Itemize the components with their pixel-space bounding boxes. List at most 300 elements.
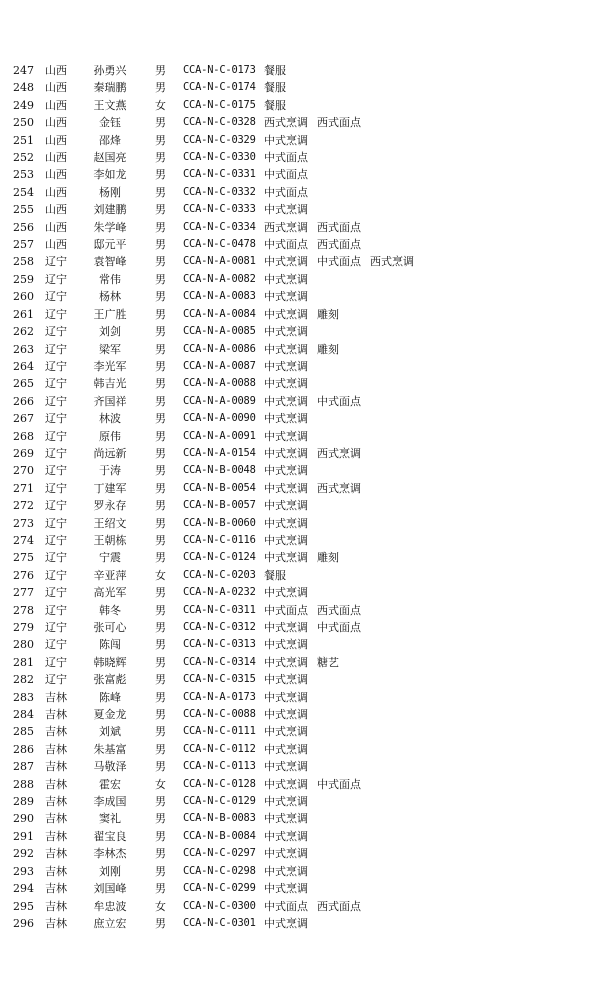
row-name: 王文燕 [93,98,127,112]
row-name: 霍宏 [99,777,121,791]
row-specialty: 中式烹调 [264,342,308,356]
row-specialty: 中式烹调 [264,847,308,861]
row-name: 朱学峰 [93,220,127,234]
row-province: 辽宁 [45,481,67,495]
row-certificate-code: CCA-N-C-0328 [183,116,256,129]
row-number: 295 [13,899,34,913]
row-certificate-code: CCA-N-A-0086 [183,342,256,355]
row-sex: 男 [155,203,166,217]
row-name: 秦瑞鹏 [93,81,127,95]
row-specialty: 中式烹调 [264,533,308,547]
row-sex: 男 [155,255,166,269]
row-number: 288 [13,777,34,791]
row-province: 山西 [45,203,67,217]
row-number: 253 [13,168,34,182]
table-row [0,793,600,810]
row-specialty: 糖艺 [317,655,339,669]
row-specialty: 中式面点 [264,899,308,913]
row-name: 林波 [99,412,121,426]
row-sex: 男 [155,412,166,426]
row-number: 272 [13,499,34,513]
row-specialty: 中式面点 [264,238,308,252]
row-province: 辽宁 [45,586,67,600]
row-sex: 男 [155,812,166,826]
row-province: 辽宁 [45,673,67,687]
row-certificate-code: CCA-N-A-0083 [183,290,256,303]
row-sex: 女 [155,568,166,582]
row-number: 251 [13,133,34,147]
row-sex: 男 [155,916,166,930]
row-name: 刘剑 [99,325,121,339]
row-sex: 男 [155,446,166,460]
row-sex: 男 [155,464,166,478]
table-row [0,567,600,584]
row-province: 山西 [45,81,67,95]
row-certificate-code: CCA-N-C-0314 [183,655,256,668]
row-specialty: 西式烹调 [317,446,361,460]
row-specialty: 中式烹调 [264,690,308,704]
row-specialty: 中式面点 [317,255,361,269]
row-specialty: 西式面点 [317,220,361,234]
row-certificate-code: CCA-N-B-0057 [183,499,256,512]
table-row [0,288,600,305]
table-row [0,880,600,897]
row-sex: 男 [155,81,166,95]
row-specialty: 中式烹调 [264,586,308,600]
row-number: 273 [13,516,34,530]
table-row [0,323,600,340]
row-specialty: 西式烹调 [264,220,308,234]
row-number: 275 [13,551,34,565]
row-specialty: 中式面点 [264,168,308,182]
row-name: 刘刚 [99,864,121,878]
row-specialty: 中式烹调 [264,777,308,791]
row-sex: 男 [155,760,166,774]
table-row [0,689,600,706]
row-province: 山西 [45,185,67,199]
row-sex: 男 [155,429,166,443]
row-number: 258 [13,255,34,269]
row-province: 辽宁 [45,394,67,408]
row-province: 辽宁 [45,499,67,513]
table-row [0,62,600,79]
row-sex: 男 [155,673,166,687]
row-specialty: 中式烹调 [264,638,308,652]
row-certificate-code: CCA-N-C-0332 [183,185,256,198]
row-province: 辽宁 [45,655,67,669]
row-name: 邸元平 [93,238,127,252]
row-name: 原伟 [99,429,121,443]
row-sex: 男 [155,882,166,896]
row-specialty: 中式烹调 [264,429,308,443]
row-specialty: 雕刻 [317,342,339,356]
row-province: 辽宁 [45,272,67,286]
row-province: 辽宁 [45,377,67,391]
row-number: 289 [13,795,34,809]
row-certificate-code: CCA-N-C-0311 [183,603,256,616]
row-specialty: 中式烹调 [264,359,308,373]
row-sex: 男 [155,220,166,234]
table-row [0,584,600,601]
roster-table [0,62,600,932]
row-number: 276 [13,568,34,582]
table-row [0,462,600,479]
row-sex: 男 [155,864,166,878]
table-row [0,219,600,236]
row-province: 辽宁 [45,290,67,304]
row-province: 吉林 [45,829,67,843]
row-specialty: 雕刻 [317,551,339,565]
row-specialty: 中式面点 [317,394,361,408]
row-specialty: 中式烹调 [264,742,308,756]
table-row [0,723,600,740]
row-name: 杨林 [99,290,121,304]
row-sex: 男 [155,603,166,617]
row-number: 249 [13,98,34,112]
row-certificate-code: CCA-N-A-0088 [183,377,256,390]
table-row [0,236,600,253]
row-province: 辽宁 [45,325,67,339]
row-specialty: 西式面点 [317,238,361,252]
row-number: 267 [13,412,34,426]
row-number: 270 [13,464,34,478]
row-specialty: 中式烹调 [264,551,308,565]
row-sex: 男 [155,847,166,861]
row-name: 李林杰 [93,847,127,861]
table-row [0,619,600,636]
row-name: 邵烽 [99,133,121,147]
row-number: 292 [13,847,34,861]
row-name: 金钰 [99,116,121,130]
row-sex: 男 [155,116,166,130]
row-specialty: 中式烹调 [264,272,308,286]
row-province: 吉林 [45,742,67,756]
row-specialty: 西式烹调 [370,255,414,269]
row-province: 山西 [45,133,67,147]
row-province: 吉林 [45,708,67,722]
row-certificate-code: CCA-N-C-0300 [183,899,256,912]
row-name: 牟忠波 [93,899,127,913]
row-certificate-code: CCA-N-C-0312 [183,621,256,633]
row-number: 290 [13,812,34,826]
row-province: 吉林 [45,760,67,774]
row-number: 286 [13,742,34,756]
row-specialty: 餐服 [264,98,286,112]
row-sex: 男 [155,272,166,286]
table-row [0,97,600,114]
row-certificate-code: CCA-N-A-0154 [183,446,256,459]
row-specialty: 中式面点 [264,603,308,617]
row-province: 辽宁 [45,533,67,547]
row-certificate-code: CCA-N-B-0083 [183,812,256,825]
row-province: 山西 [45,151,67,165]
row-certificate-code: CCA-N-A-0085 [183,325,256,338]
table-row [0,358,600,375]
row-name: 张可心 [93,621,127,634]
row-name: 赵国亮 [93,151,127,165]
row-sex: 男 [155,238,166,252]
row-name: 宁震 [99,551,121,565]
row-specialty: 中式面点 [264,151,308,165]
table-row [0,497,600,514]
row-number: 256 [13,220,34,234]
row-province: 吉林 [45,916,67,930]
row-name: 王绍文 [93,516,127,530]
row-number: 274 [13,533,34,547]
row-sex: 男 [155,708,166,722]
row-name: 夏金龙 [93,708,127,722]
row-sex: 男 [155,325,166,339]
row-certificate-code: CCA-N-A-0087 [183,359,256,372]
row-name: 于涛 [99,464,121,478]
row-name: 陈峰 [99,690,121,704]
row-sex: 男 [155,690,166,704]
table-row [0,758,600,775]
row-certificate-code: CCA-N-C-0129 [183,795,256,808]
row-specialty: 中式烹调 [264,760,308,774]
row-number: 283 [13,690,34,704]
row-number: 287 [13,760,34,774]
row-certificate-code: CCA-N-A-0084 [183,307,256,320]
row-certificate-code: CCA-N-C-0088 [183,708,256,721]
row-name: 刘国峰 [93,882,127,896]
row-province: 辽宁 [45,446,67,460]
table-row [0,341,600,358]
row-name: 陈闯 [99,638,121,652]
row-specialty: 中式烹调 [264,812,308,826]
row-name: 袁智峰 [93,255,127,269]
row-sex: 男 [155,725,166,739]
row-province: 吉林 [45,899,67,913]
row-number: 279 [13,621,34,634]
table-row [0,863,600,880]
table-row [0,671,600,688]
table-row [0,915,600,932]
row-province: 吉林 [45,847,67,861]
row-name: 韩晓辉 [93,655,127,669]
row-specialty: 中式烹调 [264,481,308,495]
table-row [0,480,600,497]
row-specialty: 餐服 [264,81,286,95]
row-province: 辽宁 [45,307,67,321]
row-specialty: 中式烹调 [264,516,308,530]
row-province: 山西 [45,98,67,112]
row-specialty: 西式面点 [317,899,361,913]
row-specialty: 中式烹调 [264,325,308,339]
row-specialty: 西式烹调 [317,481,361,495]
row-specialty: 中式烹调 [264,133,308,147]
row-specialty: 中式烹调 [264,307,308,321]
row-certificate-code: CCA-N-C-0334 [183,220,256,233]
row-name: 张富彪 [93,673,127,687]
row-sex: 女 [155,899,166,913]
row-specialty: 中式烹调 [264,203,308,217]
row-specialty: 中式烹调 [264,464,308,478]
row-number: 271 [13,481,34,495]
row-number: 278 [13,603,34,617]
row-certificate-code: CCA-N-C-0298 [183,864,256,877]
row-certificate-code: CCA-N-C-0113 [183,760,256,773]
row-number: 259 [13,272,34,286]
row-number: 255 [13,203,34,217]
row-specialty: 中式烹调 [264,446,308,460]
table-row [0,515,600,532]
row-province: 山西 [45,64,67,77]
row-name: 韩冬 [99,603,121,617]
table-row [0,253,600,270]
row-sex: 男 [155,742,166,756]
row-province: 山西 [45,116,67,130]
table-row [0,776,600,793]
row-specialty: 中式烹调 [264,621,308,634]
row-specialty: 中式烹调 [264,255,308,269]
table-row [0,898,600,915]
row-province: 山西 [45,168,67,182]
row-name: 杨刚 [99,185,121,199]
row-certificate-code: CCA-N-C-0301 [183,916,256,929]
table-row [0,184,600,201]
row-certificate-code: CCA-N-C-0116 [183,533,256,546]
row-province: 辽宁 [45,603,67,617]
row-province: 吉林 [45,795,67,809]
row-number: 284 [13,708,34,722]
row-certificate-code: CCA-N-B-0048 [183,464,256,477]
row-sex: 男 [155,829,166,843]
row-number: 247 [13,64,34,77]
row-name: 齐国祥 [93,394,127,408]
row-sex: 男 [155,64,166,77]
row-specialty: 餐服 [264,568,286,582]
row-province: 吉林 [45,725,67,739]
table-row [0,741,600,758]
row-number: 261 [13,307,34,321]
row-name: 刘建鹏 [93,203,127,217]
row-certificate-code: CCA-N-C-0299 [183,882,256,895]
row-province: 吉林 [45,812,67,826]
row-specialty: 中式烹调 [264,882,308,896]
row-certificate-code: CCA-N-C-0112 [183,742,256,755]
row-number: 248 [13,81,34,95]
row-sex: 男 [155,377,166,391]
row-number: 257 [13,238,34,252]
row-sex: 男 [155,185,166,199]
table-row [0,375,600,392]
row-certificate-code: CCA-N-C-0330 [183,151,256,164]
row-number: 265 [13,377,34,391]
row-number: 262 [13,325,34,339]
row-certificate-code: CCA-N-C-0297 [183,847,256,860]
table-row [0,114,600,131]
row-specialty: 中式烹调 [264,673,308,687]
row-name: 常伟 [99,272,121,286]
row-sex: 男 [155,290,166,304]
row-province: 吉林 [45,882,67,896]
row-specialty: 中式烹调 [264,412,308,426]
table-row [0,445,600,462]
row-certificate-code: CCA-N-C-0329 [183,133,256,146]
row-name: 尚远新 [93,446,127,460]
table-row [0,166,600,183]
table-row [0,810,600,827]
row-name: 李如龙 [93,168,127,182]
row-sex: 男 [155,551,166,565]
row-name: 李光军 [93,359,127,373]
row-sex: 男 [155,342,166,356]
row-name: 刘斌 [99,725,121,739]
row-certificate-code: CCA-N-A-0090 [183,412,256,425]
row-specialty: 中式烹调 [264,290,308,304]
row-sex: 男 [155,586,166,600]
row-certificate-code: CCA-N-C-0173 [183,64,256,76]
row-number: 252 [13,151,34,165]
row-specialty: 西式面点 [317,116,361,130]
row-number: 280 [13,638,34,652]
table-row [0,79,600,96]
row-province: 辽宁 [45,516,67,530]
row-name: 高光军 [93,586,127,600]
row-name: 罗永存 [93,499,127,513]
row-certificate-code: CCA-N-C-0174 [183,81,256,94]
row-certificate-code: CCA-N-B-0060 [183,516,256,529]
row-specialty: 中式烹调 [264,916,308,930]
row-specialty: 中式面点 [264,185,308,199]
row-sex: 男 [155,516,166,530]
row-specialty: 餐服 [264,64,286,77]
row-province: 辽宁 [45,255,67,269]
row-number: 254 [13,185,34,199]
row-certificate-code: CCA-N-C-0128 [183,777,256,790]
row-sex: 男 [155,133,166,147]
row-certificate-code: CCA-N-B-0054 [183,481,256,494]
row-name: 辛亚萍 [93,568,127,582]
table-row [0,306,600,323]
row-sex: 男 [155,533,166,547]
row-sex: 女 [155,777,166,791]
row-specialty: 西式烹调 [264,116,308,130]
row-sex: 男 [155,655,166,669]
row-province: 吉林 [45,864,67,878]
row-name: 马敬泽 [93,760,127,774]
row-sex: 男 [155,499,166,513]
row-sex: 男 [155,168,166,182]
table-row [0,149,600,166]
row-certificate-code: CCA-N-A-0173 [183,690,256,703]
row-name: 李成国 [93,795,127,809]
row-number: 282 [13,673,34,687]
row-name: 朱基富 [93,742,127,756]
table-row [0,532,600,549]
row-province: 辽宁 [45,621,67,634]
row-number: 277 [13,586,34,600]
row-province: 辽宁 [45,568,67,582]
row-province: 辽宁 [45,551,67,565]
row-province: 辽宁 [45,638,67,652]
row-certificate-code: CCA-N-A-0089 [183,394,256,407]
table-row [0,271,600,288]
row-name: 王朝栋 [93,533,127,547]
row-number: 266 [13,394,34,408]
row-specialty: 中式面点 [317,777,361,791]
row-sex: 男 [155,481,166,495]
row-number: 285 [13,725,34,739]
row-number: 269 [13,446,34,460]
row-certificate-code: CCA-N-C-0124 [183,551,256,564]
row-certificate-code: CCA-N-C-0315 [183,673,256,686]
row-sex: 男 [155,621,166,634]
row-certificate-code: CCA-N-C-0313 [183,638,256,651]
table-row [0,654,600,671]
table-row [0,636,600,653]
